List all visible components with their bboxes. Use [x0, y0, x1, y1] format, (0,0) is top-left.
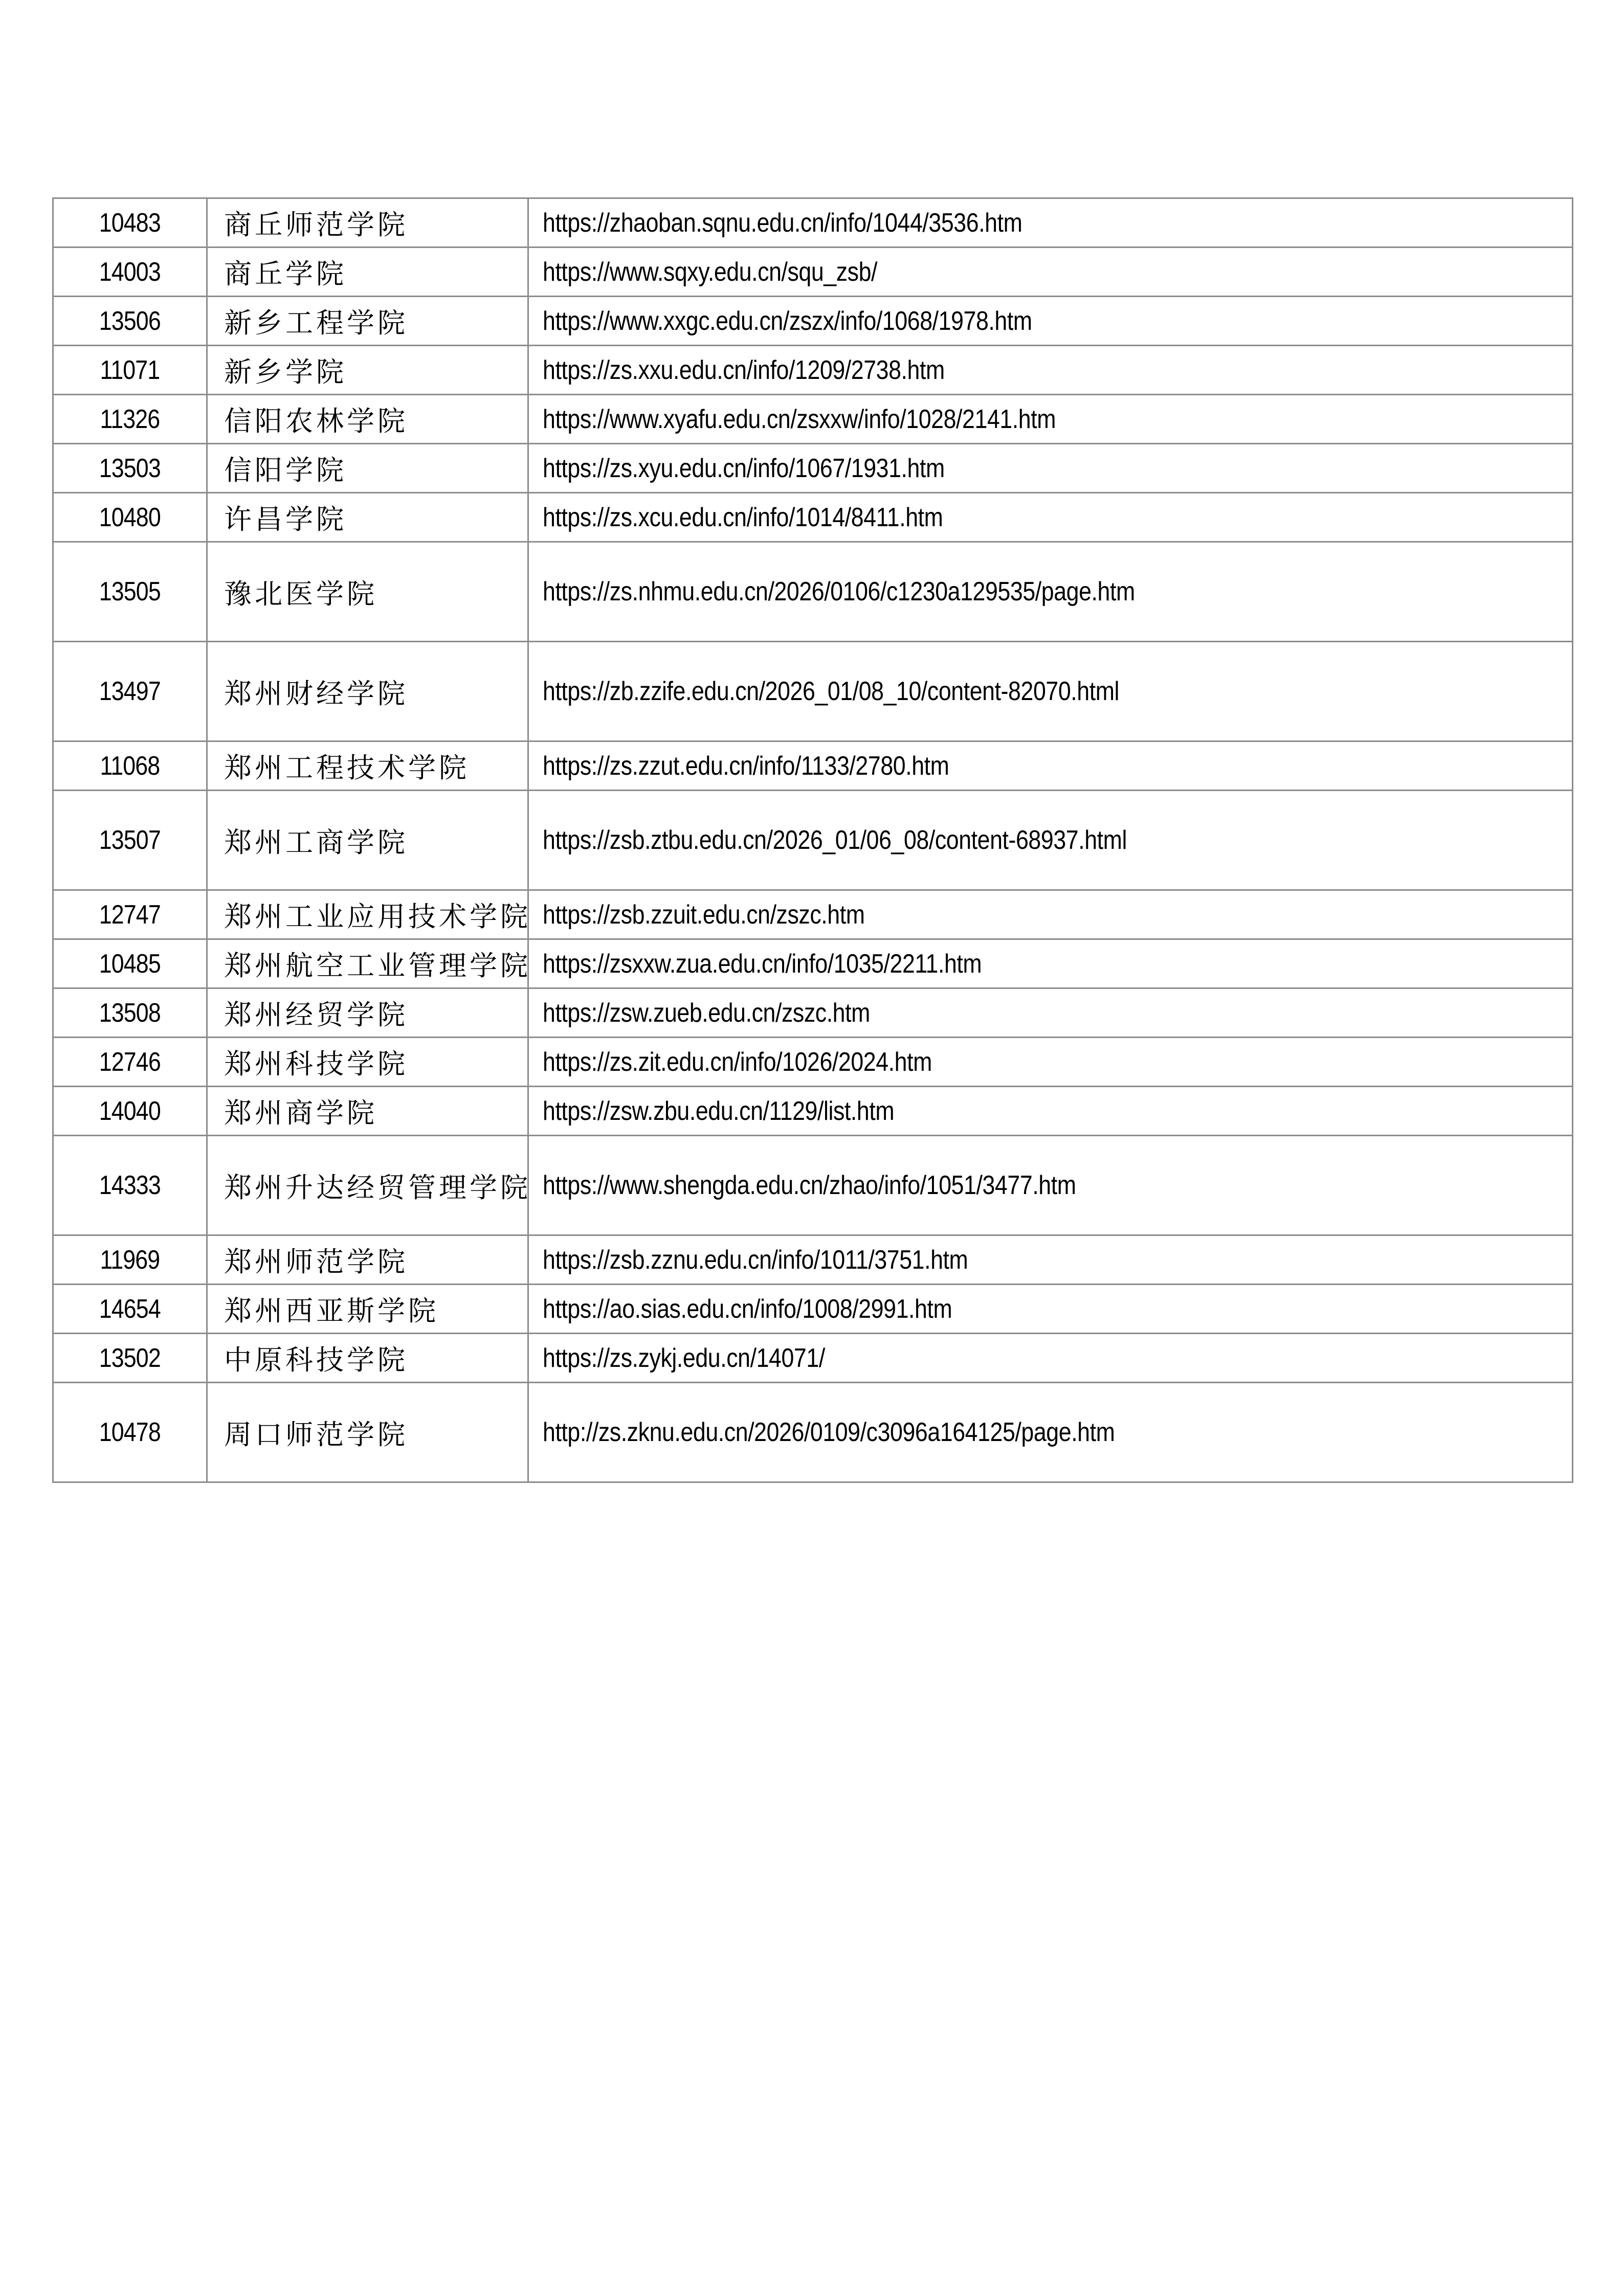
table-row: [53, 542, 1573, 642]
institution-name-cell: [207, 1087, 528, 1136]
institution-code-cell: [53, 346, 207, 395]
table-row: [53, 493, 1573, 542]
admissions-url-link[interactable]: https://zs.zykj.edu.cn/14071/: [543, 1343, 825, 1373]
admissions-url-link[interactable]: http://zs.zknu.edu.cn/2026/0109/c3096a164125/page.htm: [543, 1417, 1115, 1447]
institution-name-cell: [207, 493, 528, 542]
institution-name: 新乡学院: [224, 356, 347, 388]
institution-name: 豫北医学院: [224, 577, 377, 610]
institution-name-cell: [207, 791, 528, 890]
institution-name-cell: [207, 297, 528, 346]
institution-name-cell: [207, 939, 531, 988]
institution-name-cell: [207, 542, 528, 642]
table-row: [53, 395, 1573, 444]
admissions-url-link[interactable]: https://zsw.zueb.edu.cn/zszc.htm: [543, 998, 870, 1028]
admissions-url-cell: [528, 1383, 1573, 1482]
university-admissions-table: [52, 197, 1573, 1483]
admissions-url-link[interactable]: https://zsb.ztbu.edu.cn/2026_01/06_08/content-68937.html: [543, 825, 1127, 855]
admissions-url-cell: [528, 395, 1573, 444]
institution-code: 10485: [99, 949, 161, 979]
admissions-url-cell: [528, 988, 1573, 1038]
table-row: [53, 890, 1573, 939]
institution-code: 11326: [100, 404, 160, 434]
admissions-url-link[interactable]: https://zs.zit.edu.cn/info/1026/2024.htm: [543, 1047, 932, 1077]
institution-code-cell: [53, 1383, 207, 1482]
institution-code: 14040: [99, 1096, 161, 1126]
institution-code-cell: [53, 247, 207, 297]
institution-code-cell: [53, 493, 207, 542]
admissions-url-link[interactable]: https://zsxxw.zua.edu.cn/info/1035/2211.htm: [543, 949, 982, 979]
institution-code: 13505: [99, 577, 161, 606]
institution-name-cell: [207, 890, 531, 939]
admissions-url-link[interactable]: https://www.xyafu.edu.cn/zsxxw/info/1028/2141.htm: [543, 404, 1056, 434]
table-row: [53, 642, 1573, 741]
institution-code-cell: [53, 542, 207, 642]
admissions-url-cell: [528, 297, 1573, 346]
institution-code: 10483: [99, 208, 161, 238]
institution-code-cell: [53, 1038, 207, 1087]
institution-name-cell: [207, 642, 528, 741]
institution-name-cell: [207, 1285, 528, 1334]
admissions-url-link[interactable]: https://zs.zzut.edu.cn/info/1133/2780.htm: [543, 751, 949, 781]
admissions-url-link[interactable]: https://zsw.zbu.edu.cn/1129/list.htm: [543, 1096, 895, 1126]
institution-name: 郑州航空工业管理学院: [224, 950, 531, 982]
admissions-url-cell: [528, 1334, 1573, 1383]
admissions-url-link[interactable]: https://www.sqxy.edu.cn/squ_zsb/: [543, 257, 878, 287]
table-body: [53, 198, 1573, 1482]
admissions-url-link[interactable]: https://zs.xcu.edu.cn/info/1014/8411.htm: [543, 502, 943, 532]
institution-code-cell: [53, 444, 207, 493]
institution-name: 信阳学院: [224, 454, 347, 486]
institution-name-cell: [207, 988, 528, 1038]
institution-code: 13502: [99, 1343, 161, 1373]
admissions-url-cell: [528, 741, 1573, 791]
table-row: [53, 1235, 1573, 1285]
institution-code-cell: [53, 939, 207, 988]
institution-name: 郑州工商学院: [224, 826, 408, 859]
admissions-url-cell: [528, 444, 1573, 493]
table-row: [53, 247, 1573, 297]
table-row: [53, 346, 1573, 395]
institution-code-cell: [53, 1235, 207, 1285]
institution-name: 商丘师范学院: [224, 209, 408, 241]
table-row: [53, 198, 1573, 247]
institution-name: 郑州经贸学院: [224, 999, 408, 1031]
institution-name-cell: [207, 1136, 531, 1235]
institution-name: 郑州工业应用技术学院: [224, 901, 531, 933]
institution-code: 13506: [99, 306, 161, 336]
admissions-url-link[interactable]: https://zs.nhmu.edu.cn/2026/0106/c1230a129535/page.htm: [543, 577, 1135, 606]
institution-code-cell: [53, 1334, 207, 1383]
institution-name: 郑州西亚斯学院: [224, 1295, 439, 1327]
admissions-url-cell: [528, 939, 1573, 988]
table-row: [53, 791, 1573, 890]
admissions-url-link[interactable]: https://www.xxgc.edu.cn/zszx/info/1068/1978.htm: [543, 306, 1032, 336]
table-row: [53, 741, 1573, 791]
institution-code: 11068: [100, 751, 160, 781]
admissions-url-cell: [528, 1038, 1573, 1087]
institution-code-cell: [53, 1285, 207, 1334]
institution-code-cell: [53, 791, 207, 890]
institution-name-cell: [207, 444, 528, 493]
institution-name: 周口师范学院: [224, 1418, 408, 1451]
admissions-url-cell: [528, 1087, 1573, 1136]
institution-code: 14003: [99, 257, 161, 287]
table-row: [53, 1136, 1573, 1235]
table-row: [53, 297, 1573, 346]
admissions-url-cell: [528, 542, 1573, 642]
institution-name: 郑州工程技术学院: [224, 752, 470, 784]
institution-name-cell: [207, 1383, 528, 1482]
institution-code-cell: [53, 988, 207, 1038]
institution-name-cell: [207, 1038, 528, 1087]
admissions-url-link[interactable]: https://www.shengda.edu.cn/zhao/info/1051/3477.htm: [543, 1170, 1076, 1200]
institution-name-cell: [207, 346, 528, 395]
admissions-url-cell: [528, 346, 1573, 395]
admissions-url-link[interactable]: https://zb.zzife.edu.cn/2026_01/08_10/content-82070.html: [543, 677, 1120, 706]
institution-code-cell: [53, 642, 207, 741]
table-row: [53, 988, 1573, 1038]
institution-code: 11969: [100, 1245, 160, 1275]
institution-name: 新乡工程学院: [224, 307, 408, 339]
institution-name: 中原科技学院: [224, 1344, 408, 1376]
admissions-url-link[interactable]: https://zhaoban.sqnu.edu.cn/info/1044/3536.htm: [543, 208, 1022, 238]
institution-name: 信阳农林学院: [224, 405, 408, 437]
admissions-url-cell: [528, 1235, 1573, 1285]
institution-code: 14333: [99, 1170, 161, 1200]
institution-code: 10480: [99, 502, 161, 532]
admissions-url-link[interactable]: https://zsb.zzuit.edu.cn/zszc.htm: [543, 899, 865, 930]
institution-code: 13503: [99, 453, 161, 483]
institution-code-cell: [53, 198, 207, 247]
institution-code-cell: [53, 1087, 207, 1136]
institution-name: 郑州商学院: [224, 1097, 377, 1129]
table-row: [53, 939, 1573, 988]
admissions-url-cell: [528, 493, 1573, 542]
institution-code-cell: [53, 297, 207, 346]
institution-name-cell: [207, 1235, 528, 1285]
admissions-url-cell: [528, 247, 1573, 297]
institution-code: 13497: [99, 677, 161, 706]
institution-code-cell: [53, 1136, 207, 1235]
institution-code: 14654: [99, 1294, 161, 1324]
institution-code: 12747: [99, 899, 161, 930]
institution-name: 许昌学院: [224, 503, 347, 535]
table-row: [53, 1285, 1573, 1334]
institution-name: 商丘学院: [224, 258, 347, 290]
admissions-url-cell: [528, 890, 1573, 939]
institution-name-cell: [207, 247, 528, 297]
institution-code: 13508: [99, 998, 161, 1028]
institution-code-cell: [53, 890, 207, 939]
institution-code: 11071: [100, 355, 160, 385]
admissions-url-cell: [528, 198, 1573, 247]
table-row: [53, 444, 1573, 493]
institution-name: 郑州科技学院: [224, 1048, 408, 1080]
institution-name: 郑州升达经贸管理学院: [224, 1171, 531, 1204]
institution-name-cell: [207, 741, 528, 791]
institution-name-cell: [207, 1334, 528, 1383]
institution-code: 13507: [99, 825, 161, 855]
institution-code: 10478: [99, 1417, 161, 1447]
institution-name-cell: [207, 198, 528, 247]
institution-code: 12746: [99, 1047, 161, 1077]
institution-code-cell: [53, 741, 207, 791]
institution-name-cell: [207, 395, 528, 444]
table-row: [53, 1383, 1573, 1482]
institution-name: 郑州师范学院: [224, 1246, 408, 1278]
table-row: [53, 1334, 1573, 1383]
admissions-url-cell: [528, 1285, 1573, 1334]
admissions-url-cell: [528, 642, 1573, 741]
admissions-url-cell: [528, 1136, 1573, 1235]
institution-code-cell: [53, 395, 207, 444]
admissions-url-link[interactable]: https://zs.xyu.edu.cn/info/1067/1931.htm: [543, 453, 945, 483]
admissions-url-link[interactable]: https://ao.sias.edu.cn/info/1008/2991.htm: [543, 1294, 952, 1324]
admissions-url-link[interactable]: https://zs.xxu.edu.cn/info/1209/2738.htm: [543, 355, 945, 385]
admissions-url-cell: [528, 791, 1573, 890]
table-row: [53, 1038, 1573, 1087]
institution-name: 郑州财经学院: [224, 677, 408, 710]
table-row: [53, 1087, 1573, 1136]
admissions-url-link[interactable]: https://zsb.zznu.edu.cn/info/1011/3751.htm: [543, 1245, 968, 1275]
